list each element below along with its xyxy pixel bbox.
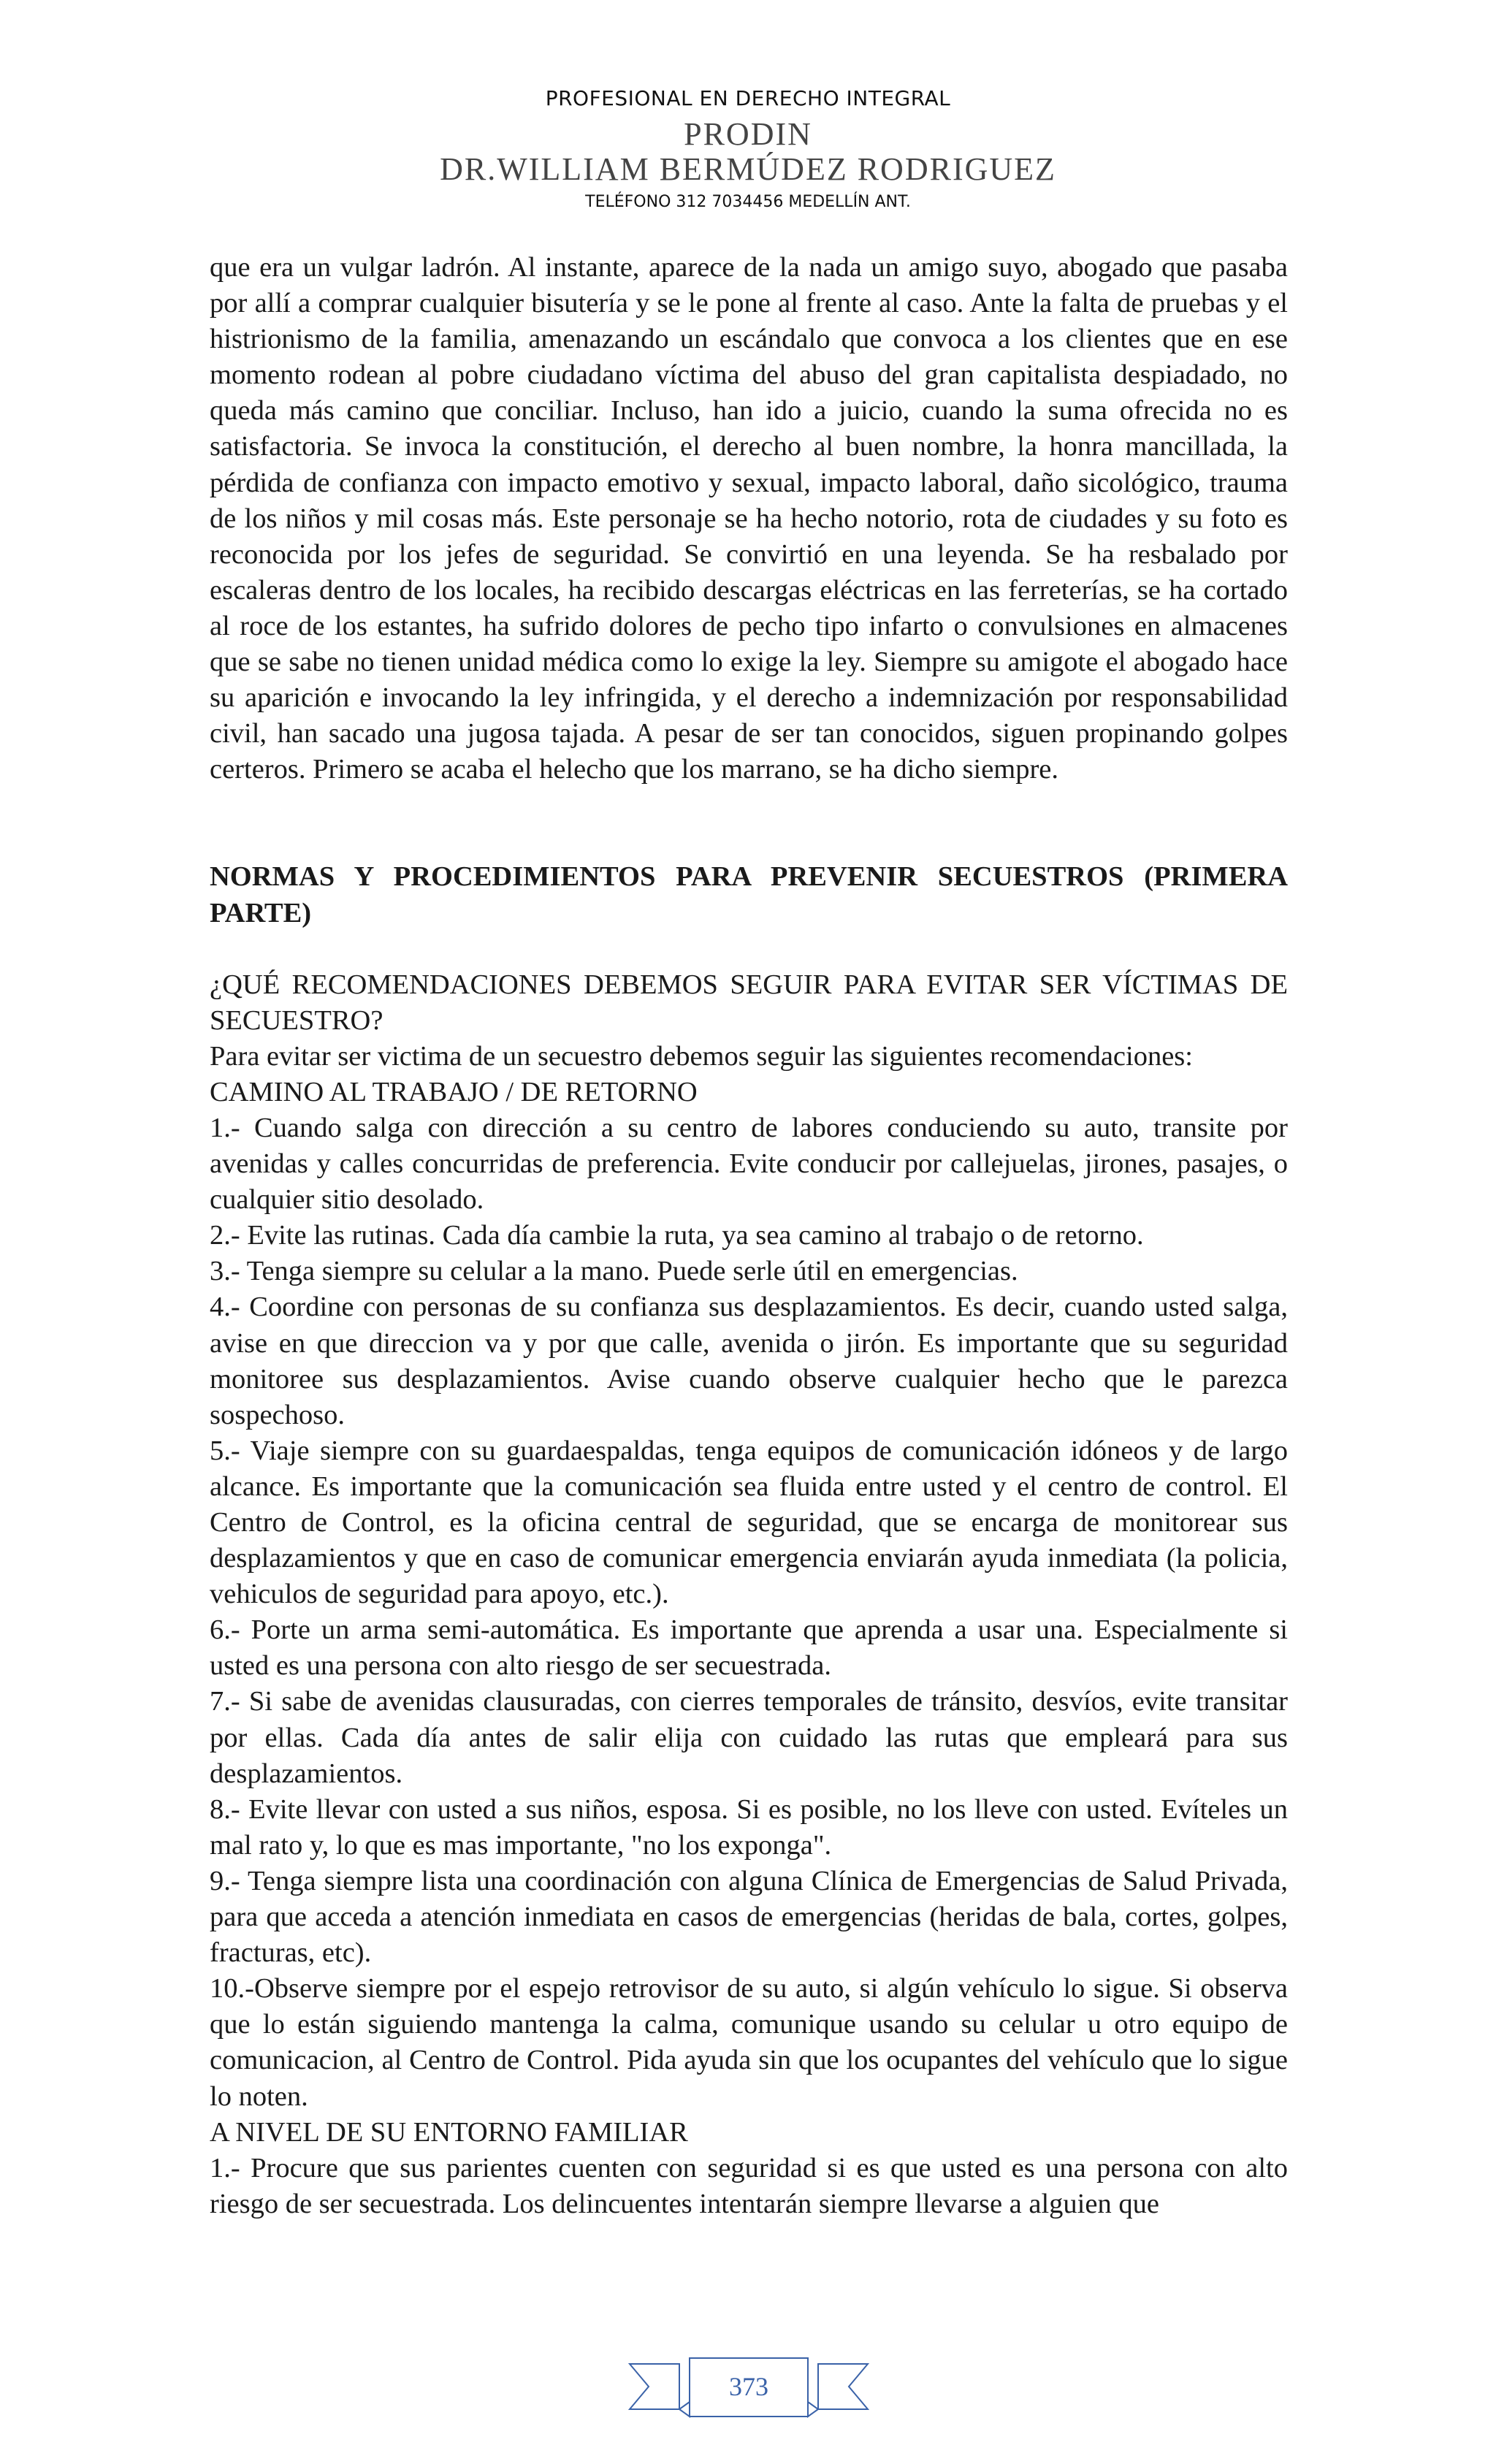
page-number-ribbon xyxy=(628,2355,869,2418)
header-organization: PROFESIONAL EN DERECHO INTEGRAL xyxy=(545,86,951,110)
header-author: DR.WILLIAM BERMÚDEZ RODRIGUEZ xyxy=(440,151,1056,187)
list-item: 8.- Evite llevar con usted a sus niños, esposa. Si es posible, no los lleve con usted. Evíteles un mal rato y, lo que es mas importante, "no los exponga". xyxy=(210,1793,1288,1861)
list-item: 10.-Observe siempre por el espejo retrovisor de su auto, si algún vehículo lo sigue. Si observa que lo están siguiendo mantenga la calma, comunique usando su celular u otro equipo de comunicacion, al Centro de Control. Pida ayuda sin que los ocupantes del vehículo que lo sigue lo noten. xyxy=(210,1973,1288,2112)
list-item: 1.- Procure que sus parientes cuenten con seguridad si es que usted es una persona con alto riesgo de ser secuestrada. Los delincuentes intentarán siempre llevarse a alguien que xyxy=(210,2152,1288,2219)
list-item: 1.- Cuando salga con dirección a su centro de labores conduciendo su auto, transite por avenidas y calles concurridas de preferencia. Evite conducir por callejuelas, jirones, pasajes, o cualquier sitio desolado. xyxy=(210,1112,1288,1216)
subheading-commute: CAMINO AL TRABAJO / DE RETORNO xyxy=(210,1076,698,1107)
list-item: 6.- Porte un arma semi-automática. Es importante que aprenda a usar una. Especialmente si usted es una persona con alto riesgo de ser secuestrada. xyxy=(210,1614,1288,1682)
header-acronym: PRODIN xyxy=(684,116,812,152)
question-heading: ¿QUÉ RECOMENDACIONES DEBEMOS SEGUIR PARA EVITAR SER VÍCTIMAS DE SECUESTRO? xyxy=(210,969,1288,1036)
list-item: 3.- Tenga siempre su celular a la mano. Puede serle útil en emergencias. xyxy=(210,1256,1018,1287)
list-item: 7.- Si sabe de avenidas clausuradas, con cierres temporales de tránsito, desvíos, evite transitar por ellas. Cada día antes de salir elija con cuidado las rutas que empleará para sus desplazamientos. xyxy=(210,1686,1288,1789)
section-title: NORMAS Y PROCEDIMIENTOS PARA PREVENIR SECUESTROS (PRIMERA PARTE) xyxy=(210,861,1288,928)
list-item: 4.- Coordine con personas de su confianza sus desplazamientos. Es decir, cuando usted salga, avise en que direccion va y por que calle, avenida o jirón. Es importante que su seguridad monitoree sus desplazamientos. Avise cuando observe cualquier hecho que le parezca sospechoso. xyxy=(210,1292,1288,1430)
intro-paragraph: que era un vulgar ladrón. Al instante, aparece de la nada un amigo suyo, abogado que pasaba por allí a comprar cualquier bisutería y se le pone al frente al caso. Ante la falta de pruebas y el histrionismo de la familia, amenazando un escándalo que convoca a los clientes que en ese momento rodean al pobre ciudadano víctima del abuso del gran capitalista despiadado, no queda más camino que conciliar. Incluso, han ido a juicio, cuando la suma ofrecida no es satisfactoria. Se invoca la constitución, el derecho al buen nombre, la honra mancillada, la pérdida de confianza con impacto emotivo y sexual, impacto laboral, daño sicológico, trauma de los niños y mil cosas más. Este personaje se ha hecho notorio, rota de ciudades y su foto es reconocida por los jefes de seguridad. Se convirtió en una leyenda. Se ha resbalado por escaleras dentro de los locales, ha recibido descargas eléctricas en las ferreterías, se ha cortado al roce de los estantes, ha sufrido dolores de pecho tipo infarto o convulsiones en almacenes que se sabe no tienen unidad médica como lo exige la ley. Siempre su amigote el abogado hace su aparición e invocando la ley infringida, y el derecho a indemnización por responsabilidad civil, han sacado una jugosa tajada. A pesar de ser tan conocidos, siguen propinando golpes certeros. Primero se acaba el helecho que los marrano, se ha dicho siempre. xyxy=(210,252,1288,785)
lead-text: Para evitar ser victima de un secuestro debemos seguir las siguientes recomendaciones: xyxy=(210,1040,1193,1072)
header-contact: TELÉFONO 312 7034456 MEDELLÍN ANT. xyxy=(585,193,911,211)
list-item: 2.- Evite las rutinas. Cada día cambie la ruta, ya sea camino al trabajo o de retorno. xyxy=(210,1220,1144,1251)
list-item: 5.- Viaje siempre con su guardaespaldas, tenga equipos de comunicación idóneos y de largo alcance. Es importante que la comunicación sea fluida entre usted y el centro de control. El Centro de Control, es la oficina central de seguridad, que se encarga de monitorear sus desplazamientos y que en caso de comunicar emergencia enviarán ayuda inmediata (la policia, vehiculos de seguridad para apoyo, etc.). xyxy=(210,1435,1288,1610)
document-body xyxy=(210,250,1288,2222)
list-item: 9.- Tenga siempre lista una coordinación con alguna Clínica de Emergencias de Salud Privada, para que acceda a atención inmediata en casos de emergencias (heridas de bala, cortes, golpes, fracturas, etc). xyxy=(210,1865,1288,1969)
subheading-family: A NIVEL DE SU ENTORNO FAMILIAR xyxy=(210,2116,688,2148)
page-number: 373 xyxy=(729,2372,768,2401)
